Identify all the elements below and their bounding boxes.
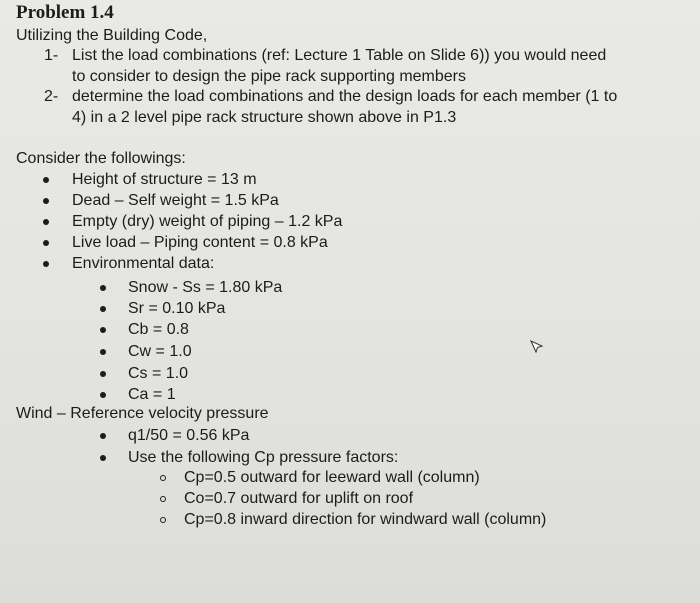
wind-cp-intro: Use the following Cp pressure factors: [128, 449, 399, 466]
bullet-icon [100, 285, 106, 291]
task-number-1: 1- [44, 47, 59, 64]
subtitle: Utilizing the Building Code, [16, 27, 208, 44]
bullet-icon [100, 306, 106, 312]
bullet-icon [43, 261, 49, 267]
bullet-icon [100, 455, 106, 461]
bullet-icon [43, 177, 49, 183]
co-uplift: Co=0.7 outward for uplift on roof [184, 490, 414, 507]
cp-windward: Cp=0.8 inward direction for windward wall (column) [184, 511, 547, 528]
env-cs: Cs = 1.0 [128, 365, 189, 382]
consideration-live-load: Live load – Piping content = 0.8 kPa [72, 234, 328, 251]
consideration-height: Height of structure = 13 m [72, 171, 257, 188]
env-cw: Cw = 1.0 [128, 343, 192, 360]
task-1-line-1: List the load combinations (ref: Lecture 1 Table on Slide 6)) you would need [72, 47, 607, 64]
consideration-environmental: Environmental data: [72, 255, 215, 272]
task-2-line-1: determine the load combinations and the design loads for each member (1 to [72, 88, 618, 105]
env-snow: Snow - Ss = 1.80 kPa [128, 279, 283, 296]
cursor-icon [530, 340, 544, 354]
page-title: Problem 1.4 [16, 2, 114, 23]
circle-bullet-icon [160, 496, 166, 502]
env-sr: Sr = 0.10 kPa [128, 300, 226, 317]
cp-leeward: Cp=0.5 outward for leeward wall (column) [184, 469, 480, 486]
task-1-line-2: to consider to design the pipe rack supporting members [72, 68, 466, 85]
consideration-dead-load: Dead – Self weight = 1.5 kPa [72, 192, 279, 209]
task-2-line-2: 4) in a 2 level pipe rack structure shown above in P1.3 [72, 109, 457, 126]
consider-heading: Consider the followings: [16, 150, 186, 167]
bullet-icon [43, 219, 49, 225]
circle-bullet-icon [160, 517, 166, 523]
bullet-icon [100, 371, 106, 377]
consideration-empty-piping: Empty (dry) weight of piping – 1.2 kPa [72, 213, 343, 230]
wind-heading: Wind – Reference velocity pressure [16, 405, 269, 422]
bullet-icon [100, 327, 106, 333]
circle-bullet-icon [160, 475, 166, 481]
wind-q: q1/50 = 0.56 kPa [128, 427, 250, 444]
bullet-icon [100, 349, 106, 355]
bullet-icon [100, 433, 106, 439]
env-cb: Cb = 0.8 [128, 321, 189, 338]
env-ca: Ca = 1 [128, 386, 176, 403]
bullet-icon [100, 392, 106, 398]
bullet-icon [43, 198, 49, 204]
bullet-icon [43, 240, 49, 246]
task-number-2: 2- [44, 88, 59, 105]
